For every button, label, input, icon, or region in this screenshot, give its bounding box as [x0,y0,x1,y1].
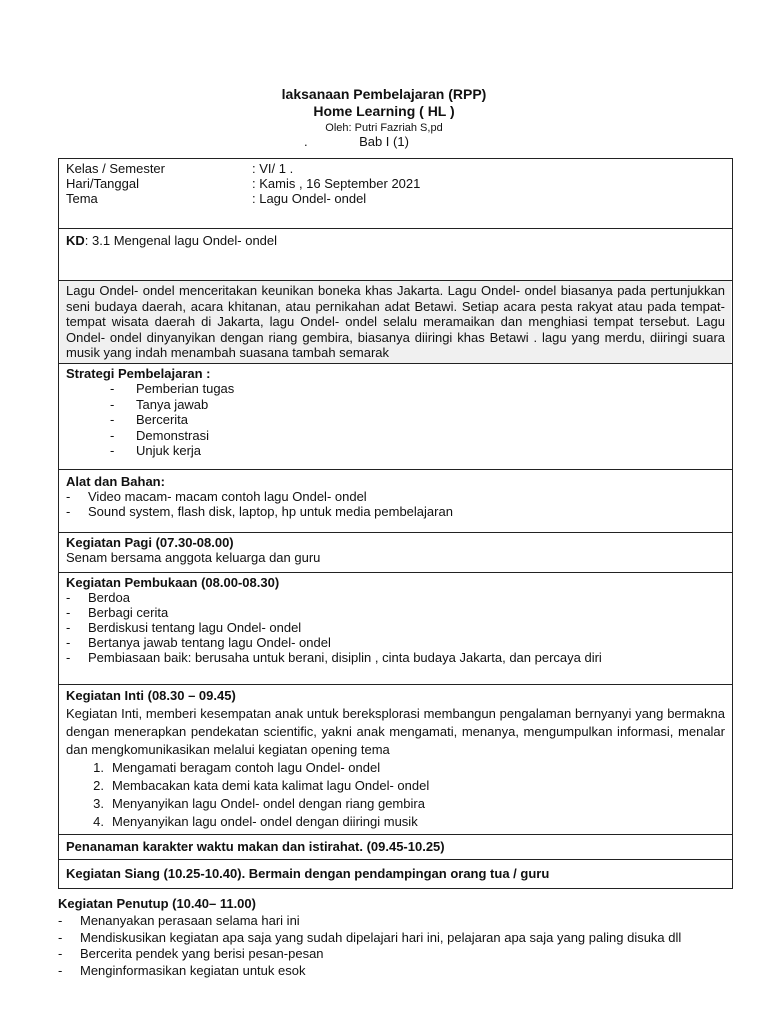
penutup-item: - Mendiskusikan kegiatan apa saja yang sudah dipelajari hari ini, pelajaran apa saja yang paling disuka dll [58,929,682,945]
strategi-title: Strategi Pembelajaran : [66,366,211,381]
document-subtitle: Home Learning ( HL ) [313,103,455,119]
author-line: Oleh: Putri Fazriah S,pd [325,122,443,134]
penanaman-section [59,835,732,860]
strategi-item: - Demonstrasi [110,428,725,444]
chapter-line [0,134,768,149]
lesson-plan-table [58,158,733,889]
pembukaan-item: - Pembiasaan baik: berusaha untuk berani, disiplin , cinta budaya Jakarta, dan percaya diri [66,650,725,665]
penanaman-text: Penanaman karakter waktu makan dan istirahat. (09.45-10.25) [66,839,445,854]
document-title: laksanaan Pembelajaran (RPP) [281,86,487,102]
pembukaan-title: Kegiatan Pembukaan (08.00-08.30) [66,575,280,590]
description-text: Lagu Ondel- ondel menceritakan keunikan boneka khas Jakarta. Lagu Ondel- ondel biasanya pada pertunjukkan seni budaya daerah, acara khitanan, atau pernikahan adat Betawi. Setiap acara pesta rakyat atau pada tempat- tempat wisata daerah di Jakarta, lagu Ondel- ondel selalu meramaikan dan menghiasi tempat tersebut. Lagu Ondel- ondel dinyanyikan dengan riang gembira, biasanya diiringi khas Betawi . lagu yang merdu, diiringi suara musik yang indah menambah suasana tambah semarak [60,281,731,363]
strategi-section [59,364,732,470]
pagi-title: Kegiatan Pagi (07.30-08.00) [66,535,234,550]
alat-item: - Video macam- macam contoh lagu Ondel- ondel [66,489,725,504]
alat-item: - Sound system, flash disk, laptop, hp untuk media pembelajaran [66,504,725,519]
alat-section [59,470,732,533]
alat-title: Alat dan Bahan: [66,474,165,489]
penutup-item: - Bercerita pendek yang berisi pesan-pesan [58,946,324,961]
inti-item: 2. Membacakan kata demi kata kalimat lagu Ondel- ondel [93,778,430,793]
strategi-item: - Bercerita [110,412,725,428]
pembukaan-item: - Berdiskusi tentang lagu Ondel- ondel [66,620,725,635]
pembukaan-item: - Bertanya jawab tentang lagu Ondel- ondel [66,635,725,650]
tema-label: Tema [66,191,98,206]
siang-text: Kegiatan Siang (10.25-10.40). Bermain dengan pendampingan orang tua / guru [66,866,550,881]
chapter-label: Bab I (1) [359,134,409,149]
pembukaan-section [59,573,732,685]
penutup-item: - Menginformasikan kegiatan untuk esok [58,962,306,978]
strategi-item: - Unjuk kerja [110,443,725,459]
hari-value: : Kamis , 16 September 2021 [252,176,421,191]
description-section [59,281,732,364]
tema-value: : Lagu Ondel- ondel [252,191,367,206]
pembukaan-item: - Berdoa [66,590,725,605]
strategi-item: - Pemberian tugas [110,381,725,397]
chapter-dot: . [304,134,308,149]
pagi-text: Senam bersama anggota keluarga dan guru [66,550,321,565]
hari-label: Hari/Tanggal [66,176,139,191]
kelas-label: Kelas / Semester [66,161,165,176]
kd-label: KD [66,233,85,248]
inti-text: Kegiatan Inti, memberi kesempatan anak untuk bereksplorasi membangun pengalaman bernyanyi yang bermakna dengan menerapkan pendekatan scientific, yakni anak mengamati, menanya, mengumpulkan informasi, menalar dan mengkomunikasikan melalui kegiatan opening tema [66,706,725,757]
info-section [59,159,732,229]
strategi-item: - Tanya jawab [110,397,725,413]
inti-item: 1. Mengamati beragam contoh lagu Ondel- ondel [93,760,381,775]
kelas-value: : VI/ 1 . [252,161,294,176]
inti-item: 4. Menyanyikan lagu ondel- ondel dengan diiringi musik [93,814,418,829]
siang-section [59,860,732,888]
inti-title: Kegiatan Inti (08.30 – 09.45) [66,688,236,703]
penutup-title: Kegiatan Penutup (10.40– 11.00) [58,896,256,911]
kd-section [59,229,732,281]
kd-text: : 3.1 Mengenal lagu Ondel- ondel [84,233,278,248]
inti-item: 3. Menyanyikan lagu Ondel- ondel dengan riang gembira [93,796,425,811]
penutup-item: - Menanyakan perasaan selama hari ini [58,913,300,928]
pembukaan-item: - Berbagi cerita [66,605,725,620]
pagi-section [59,533,732,573]
inti-section [59,685,732,835]
penutup-section [58,895,728,981]
